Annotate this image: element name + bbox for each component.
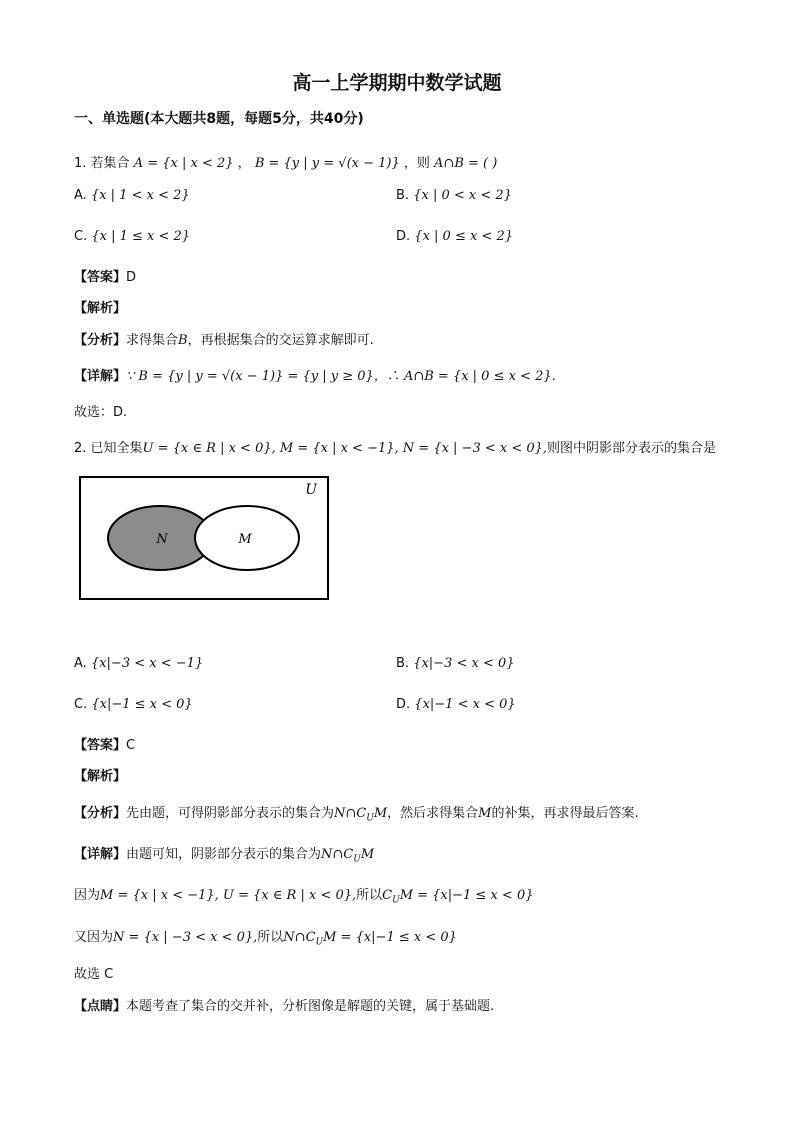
also-text: 所以 [257,930,284,945]
q1-prefix: 1. 若集合 [74,156,130,171]
q1-option-b [396,188,512,203]
also-text: 又因为 [74,930,114,945]
option-label: D. [396,697,411,712]
fenxi-math: B [178,333,188,348]
option-label: A. [74,188,87,203]
fenxi-math: N∩C [334,806,367,821]
dianjing-text: 本题考查了集合的交并补，分析图像是解题的关键，属于基础题. [126,999,495,1014]
q1-analysis-tag: 【解析】 [74,301,127,316]
section-heading: 一、单选题(本大题共8题，每题5分，共40分) [74,111,364,127]
set-n-label: N [156,532,168,547]
detail-math: N∩C [321,847,354,862]
fenxi-tag: 【分析】 [74,806,127,821]
option-text: {x | 0 < x < 2} [413,188,512,203]
also-math: N∩C [283,930,316,945]
q2-analysis-tag: 【解析】 [74,769,127,784]
q2-answer [74,734,135,753]
fenxi-math: M [478,806,492,821]
dianjing-tag: 【点睛】 [74,999,127,1014]
q1-then: ，则 [403,156,430,171]
fenxi-math: M [373,806,388,821]
answer-tag: 【答案】 [74,270,127,285]
because-math-sub: U [392,895,400,906]
q1-answer [74,266,136,285]
option-label: C. [74,697,88,712]
answer-value: C [126,738,136,753]
answer-tag: 【答案】 [74,738,127,753]
because-math: M = {x | x < −1}, U = {x ∈ R | x < 0}, [100,888,357,903]
q1-set-a: A = {x | x < 2} [133,156,234,171]
venn-diagram [79,476,331,602]
fenxi-text: 求得集合 [126,333,179,348]
because-text: 因为 [74,888,101,903]
q2-stem [74,437,716,456]
fenxi-tag: 【分析】 [74,333,127,348]
q1-option-d [396,229,513,244]
because-math: C [382,888,393,903]
q1-expr: A∩B = ( ) [434,156,498,171]
universe-label: U [305,482,317,498]
set-m-label: M [238,532,252,547]
option-label: B. [396,188,410,203]
fenxi-text: 先由题，可得阴影部分表示的集合为 [126,806,335,821]
option-text: {x|−3 < x < −1} [90,656,204,671]
option-label: D. [396,229,411,244]
option-text: {x|−1 < x < 0} [414,697,516,712]
option-text: {x | 0 ≤ x < 2} [414,229,514,244]
detail-tag: 【详解】 [74,847,127,862]
q2-stem-math: U = {x ∈ R | x < 0}, M = {x | x < −1}, N = {x | −3 < x < 0}, [142,441,548,456]
q1-set-b: B = {y | y = √(x − 1)} [254,156,400,171]
answer-value: D [126,270,137,285]
q2-option-c [74,697,193,712]
option-label: B. [396,656,410,671]
detail-math: ∵ B = {y | y = √(x − 1)} = {y | y ≥ 0}，∴ A∩B = {x | 0 ≤ x < 2}. [126,369,556,384]
option-text: {x|−1 ≤ x < 0} [91,697,193,712]
page-title: 高一上学期期中数学试题 [292,72,502,94]
q2-fenxi [74,802,639,824]
q2-option-a [74,656,203,671]
q1-comma: ， [237,156,251,171]
q2-suffix: 则图中阴影部分表示的集合是 [547,441,717,456]
q2-also-line [74,926,457,948]
q2-dianjing [74,995,494,1014]
detail-math: M [360,847,375,862]
fenxi-text: 的补集，再求得最后答案. [491,806,639,821]
q1-choose: 故选：D. [74,405,128,420]
q1-detail [74,365,556,384]
q2-because-line [74,884,534,906]
q1-option-c [74,229,190,244]
option-label: A. [74,656,87,671]
option-text: {x|−3 < x < 0} [413,656,515,671]
also-math-sub: U [315,937,324,948]
because-text: 所以 [356,888,383,903]
detail-tag: 【详解】 [74,369,127,384]
q2-option-d [396,697,516,712]
q2-prefix: 2. 已知全集 [74,441,143,456]
option-text: {x | 1 ≤ x < 2} [91,229,191,244]
fenxi-text: ，然后求得集合 [387,806,479,821]
q2-choose: 故选 C [74,967,114,982]
q1-stem [74,152,497,171]
because-math: M = {x|−1 ≤ x < 0} [399,888,534,903]
q2-detail [74,843,374,865]
also-math: M = {x|−1 ≤ x < 0} [323,930,457,945]
fenxi-text: ，再根据集合的交运算求解即可. [187,333,374,348]
detail-text: 由题可知，阴影部分表示的集合为 [126,847,322,862]
q2-option-b [396,656,515,671]
option-text: {x | 1 < x < 2} [90,188,190,203]
q1-fenxi [74,329,374,348]
also-math: N = {x | −3 < x < 0}, [113,930,258,945]
option-label: C. [74,229,88,244]
fenxi-math-sub: U [366,813,374,824]
detail-math-sub: U [353,854,361,865]
q1-option-a [74,188,190,203]
